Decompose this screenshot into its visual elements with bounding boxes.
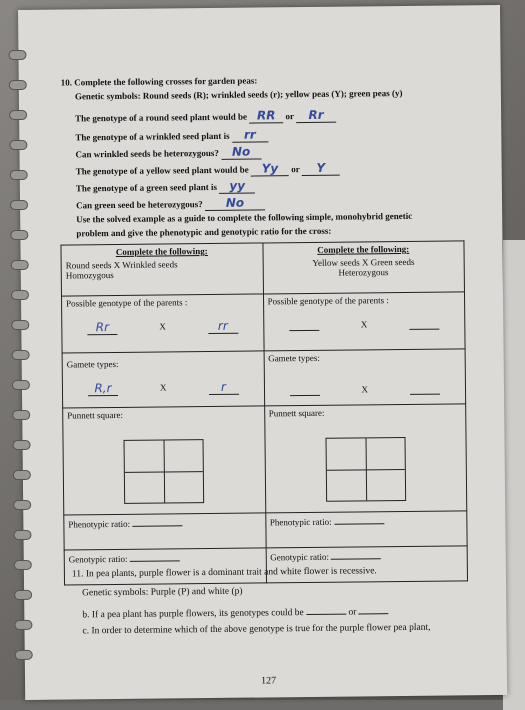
cross-x: X [159,382,167,393]
right-parents-cell [263,292,465,351]
round-answer-1[interactable]: RR [249,108,283,123]
wrinkled-prompt: The genotype of a wrinkled seed plant is [75,130,230,143]
cross-worksheet-table [60,240,468,585]
left-punnett-cell [63,406,266,515]
right-parents-cross [268,314,461,334]
round-prompt: The genotype of a round seed plant would be [75,111,248,124]
binding-ring [13,500,31,510]
left-genotypic-cell [64,548,266,585]
yellow-prompt: The genotype of a yellow seed plant would be [75,164,249,177]
gamete-label: Gamete types: [66,358,119,370]
right-gametes-cross [268,379,461,399]
part-b-blank-1[interactable] [306,605,346,615]
left-cross-description-2: Homozygous [65,270,114,281]
binding-ring [9,110,27,120]
right-genotypic-cell [266,546,468,583]
cross-x: X [360,319,368,330]
binding-ring [13,470,31,480]
instructions-line-1: Use the solved example as a guide to complete the following simple, monohybrid genetic [76,210,413,225]
right-gamete-2-blank[interactable] [410,383,440,394]
left-cross-description: Round seeds X Wrinkled seeds [65,259,178,271]
left-parents-cross [66,316,259,336]
binding-ring [12,350,30,360]
right-phenotypic-cell [265,511,467,548]
binding-ring [10,170,28,180]
round-answer-2[interactable]: Rr [296,108,336,123]
left-parent-2[interactable]: rr [208,318,238,333]
question-11-line-1: 11. In pea plants, purple flower is a dominant trait and white flower is recessive. [71,566,377,580]
wrinkled-het-prompt: Can wrinkled seeds be heterozygous? [75,147,219,160]
round-genotype-question [75,108,336,126]
yellow-answer-1[interactable]: Yy [251,161,289,176]
wrinkled-answer[interactable]: rr [232,127,268,142]
green-prompt: The genotype of a green seed plant is [75,181,218,194]
left-pheno-blank[interactable] [132,516,182,527]
pheno-label: Phenotypic ratio: [68,518,131,530]
binding-ring [14,590,32,600]
binding-ring [14,560,32,570]
gamete-label: Gamete types: [268,352,320,364]
question-11-part-c: c. In order to determine which of the above genotype is true for the purple flower pea plant, [82,622,431,637]
right-parent-2-blank[interactable] [409,318,439,329]
wrinkled-genotype-question [75,127,268,144]
right-cross-description: Yellow seeds X Green seeds [312,256,415,268]
binding-ring [10,230,28,240]
binding-ring [13,530,31,540]
cross-x: X [361,384,369,395]
left-gametes-cell [62,351,264,408]
binding-ring [9,80,27,90]
geno-label: Genotypic ratio: [68,553,128,565]
right-cross-description-2: Heterozygous [338,267,389,278]
worksheet-page [18,5,507,700]
part-b-blank-2[interactable] [359,604,389,614]
binding-ring [11,320,29,330]
punnett-label: Punnett square: [268,407,325,419]
right-header-cell [262,241,464,294]
binding-ring [13,440,31,450]
punnett-label: Punnett square: [67,409,124,421]
right-pheno-blank[interactable] [334,514,384,525]
or-text: or [348,607,357,618]
page-number: 127 [260,675,277,687]
green-genotype-question [76,179,255,196]
green-heterozygous-question [76,195,265,212]
left-header: Complete the following: [115,246,208,257]
question-10-heading: 10. Complete the following crosses for garden peas: [60,75,258,88]
binding-ring [12,380,30,390]
left-parent-1[interactable]: Rr [87,319,117,334]
left-gamete-2[interactable]: r [208,379,238,394]
right-gametes-cell [264,349,466,406]
genetic-symbols: Genetic symbols: Round seeds (R); wrinkled seeds (r); yellow peas (Y); green peas (y) [74,87,403,102]
left-gametes-cross [67,377,260,397]
binding-ring [11,260,29,270]
binding-ring [12,410,30,420]
or-text: or [285,111,294,122]
binding-ring [8,50,26,60]
right-parent-1-blank[interactable] [289,319,319,330]
yellow-answer-2[interactable]: Y [302,161,340,176]
or-text: or [291,164,300,175]
left-geno-blank[interactable] [130,551,180,562]
right-geno-blank[interactable] [331,549,381,560]
left-punnett-square[interactable] [124,439,205,504]
pheno-label: Phenotypic ratio: [269,516,332,528]
instructions-line-2: problem and give the phenotypic and genotypic ratio for the cross: [76,225,332,239]
right-gamete-1-blank[interactable] [289,384,319,395]
right-header: Complete the following: [317,243,410,255]
right-punnett-cell [264,404,467,513]
wrinkled-het-answer[interactable]: No [221,144,261,159]
binding-ring [11,290,29,300]
binding-ring [14,620,32,630]
binding-ring [10,200,28,210]
parents-label: Possible genotype of the parents : [267,295,389,307]
part-b-prompt: b. If a pea plant has purple flowers, its genotypes could be [82,608,304,621]
green-answer[interactable]: yy [219,179,255,194]
binding-ring [15,650,33,660]
yellow-genotype-question [76,161,340,179]
left-gamete-1[interactable]: R,r [88,380,118,395]
left-parents-cell [61,294,263,353]
geno-label: Genotypic ratio: [270,551,330,563]
left-header-cell [61,243,263,296]
parents-label: Possible genotype of the parents : [66,297,188,309]
question-11-part-b [82,604,389,620]
right-punnett-square[interactable] [325,437,406,502]
wrinkled-heterozygous-question [75,144,261,161]
green-het-prompt: Can green seed be heterozygous? [75,199,203,211]
binding-ring [9,140,27,150]
green-het-answer[interactable]: No [205,195,265,211]
cross-x: X [159,321,166,332]
question-11-symbols: Genetic symbols: Purple (P) and white (p) [82,586,243,599]
left-phenotypic-cell [64,513,266,550]
